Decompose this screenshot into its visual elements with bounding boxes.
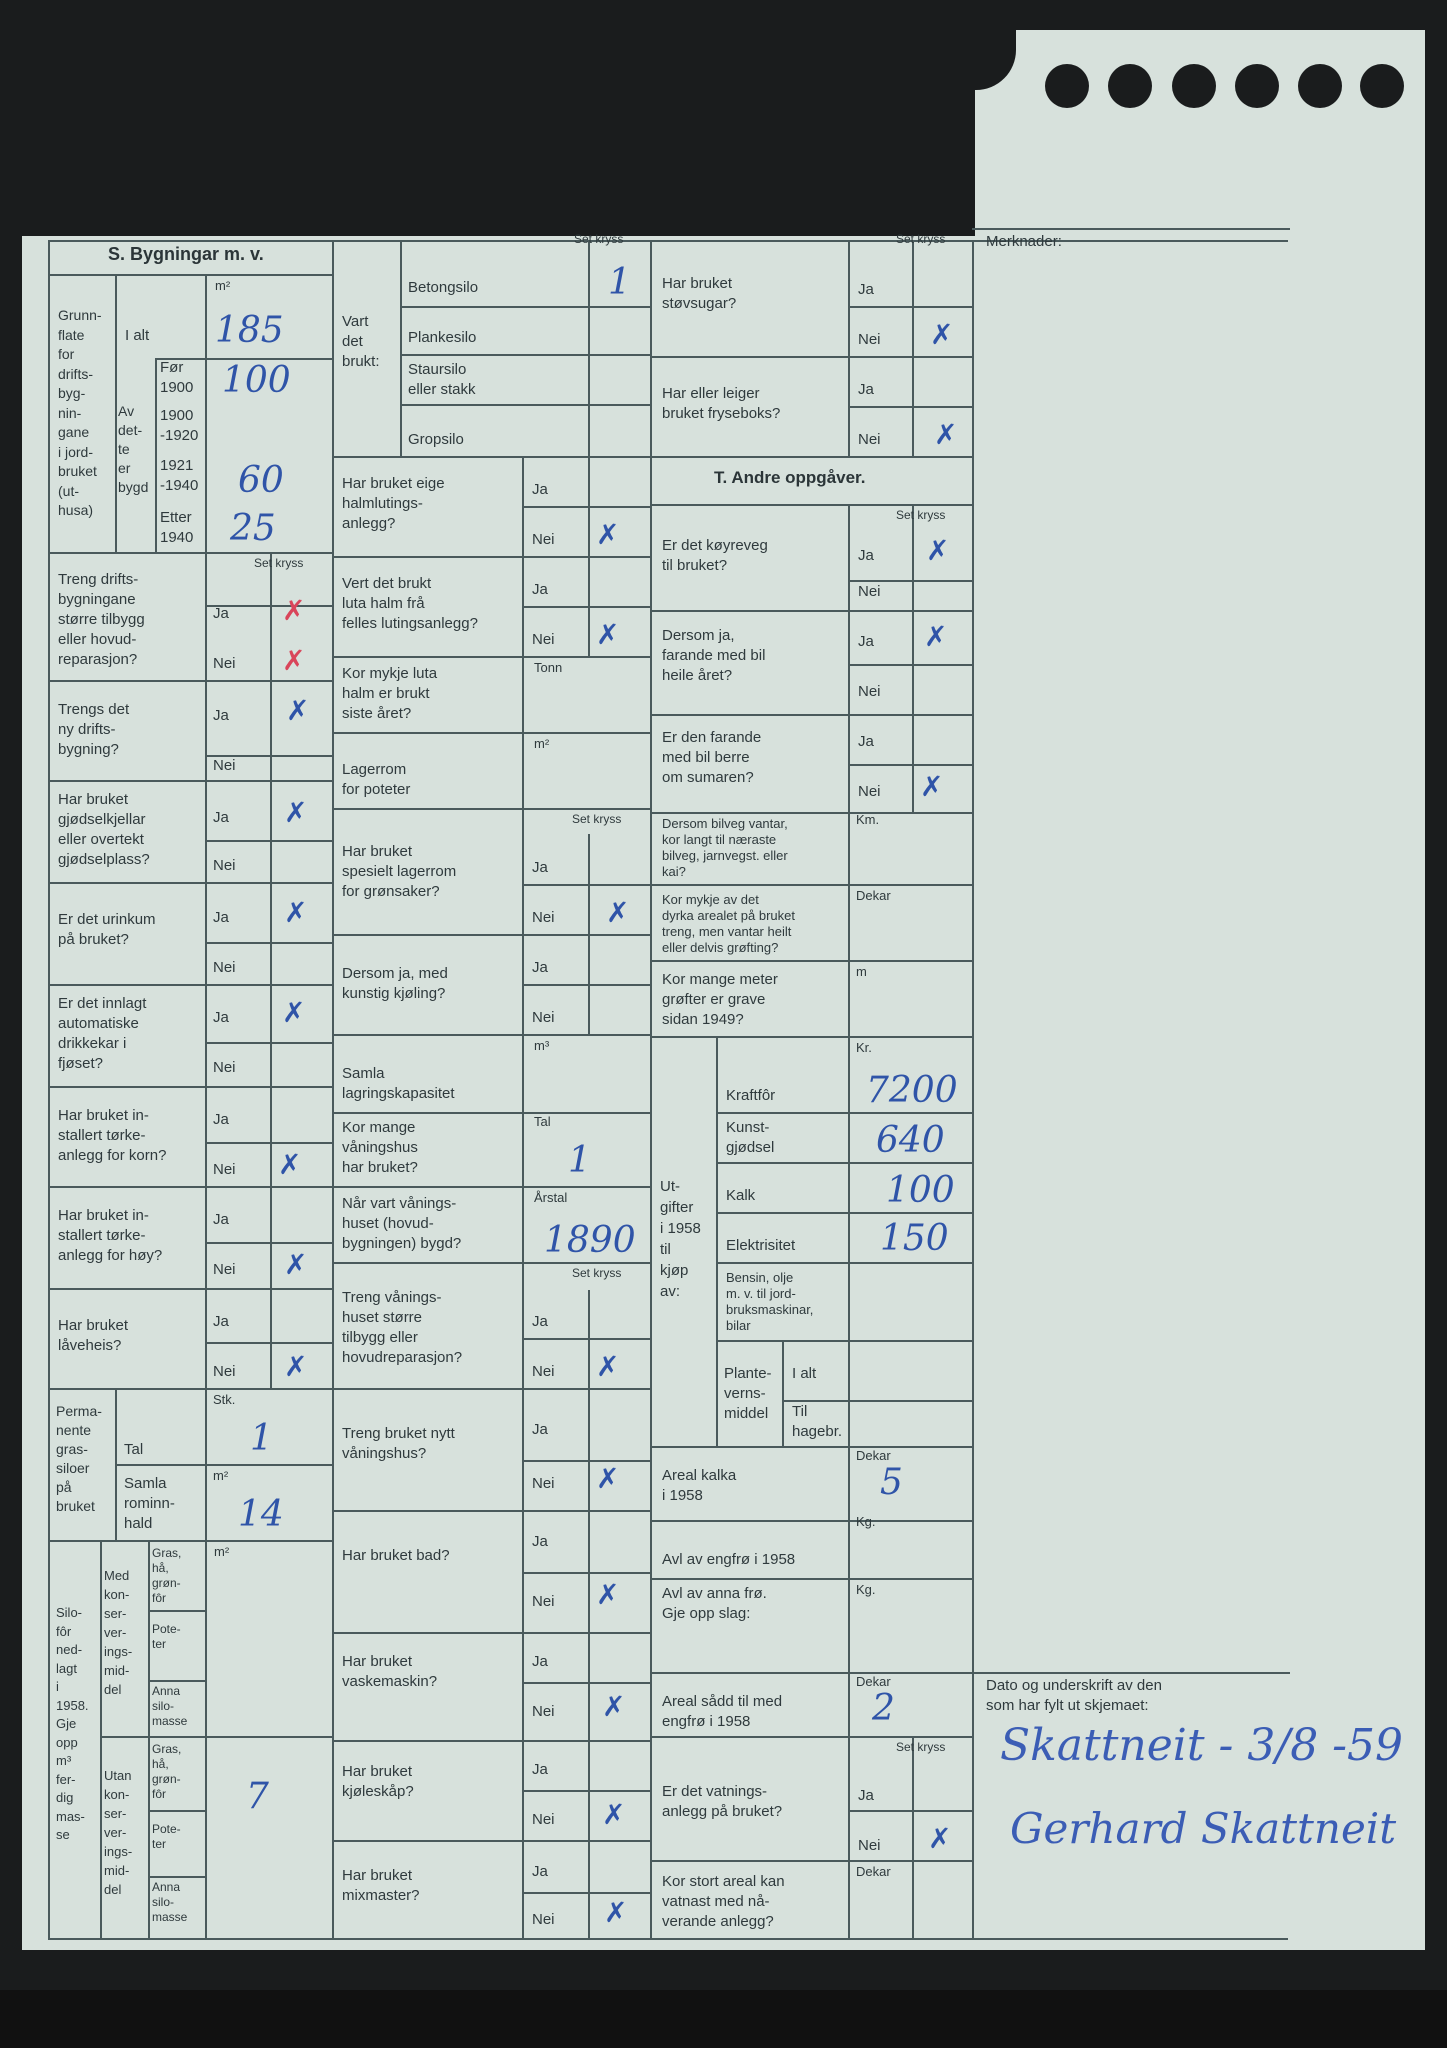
punch-hole <box>1172 64 1216 108</box>
period-for-1900: Før 1900 <box>160 359 194 396</box>
ja-label: Ja <box>213 809 229 826</box>
ja-label: Ja <box>858 633 874 650</box>
nei-label: Nei <box>213 1261 236 1278</box>
punch-hole <box>1360 64 1404 108</box>
unit-m2: m² <box>534 736 550 751</box>
ja-label: Ja <box>858 381 874 398</box>
section-t-heading: T. Andre oppgåver. <box>714 468 866 487</box>
punch-hole <box>1045 64 1089 108</box>
merknader-label: Merknader: <box>986 233 1062 250</box>
tal-label: Tal <box>124 1441 144 1458</box>
value-for-1900: 100 <box>222 360 291 401</box>
cross-mark: ✗ <box>282 644 306 677</box>
q-vatnast: Kor stort areal kan vatnast med nå- verande anlegg? <box>662 1873 785 1930</box>
unit-m3: m³ <box>534 1038 550 1053</box>
ja-label: Ja <box>532 1421 548 1438</box>
set-kryss-label: Set kryss <box>896 1740 946 1754</box>
period-etter-1940: Etter 1940 <box>160 509 194 546</box>
cross-mark: ✗ <box>282 594 306 627</box>
q-bilveg: Dersom bilveg vantar, kor langt til næraste bilveg, jarnvegst. eller kai? <box>662 816 788 879</box>
cross-mark: ✗ <box>278 1148 302 1181</box>
utan-gras-value: 7 <box>246 1776 269 1817</box>
q-kjoling: Dersom ja, med kunstig kjøling? <box>342 965 448 1002</box>
q-stovsugar: Har bruket støvsugar? <box>662 275 737 312</box>
cross-mark: ✗ <box>282 996 306 1029</box>
unit-m3: m² <box>214 1544 230 1559</box>
q-areal-kalka: Areal kalka i 1958 <box>662 1467 737 1504</box>
ja-label: Ja <box>213 707 229 724</box>
lagerrom-poteter: Lagerrom for poteter <box>342 761 411 798</box>
q-vaningshus-tilbygg: Treng vånings- huset større tilbygg eller hovudreparasjon? <box>342 1289 463 1366</box>
ja-label: Ja <box>213 1111 229 1128</box>
km-label: Km. <box>856 812 880 827</box>
period-1900-1920: 1900 -1920 <box>160 407 199 444</box>
kraftfor-value: 7200 <box>866 1070 958 1111</box>
ja-label: Ja <box>213 1313 229 1330</box>
kalk-value: 100 <box>886 1170 955 1211</box>
sadd-value: 2 <box>872 1688 895 1729</box>
ja-label: Ja <box>213 605 229 622</box>
dekar-label: Dekar <box>856 1674 891 1689</box>
cross-mark: ✗ <box>926 534 950 567</box>
q-koyreveg: Er det køyreveg til bruket? <box>662 537 768 574</box>
scan-border <box>0 1990 1447 2048</box>
q-urinkum: Er det urinkum på bruket? <box>58 911 156 948</box>
ja-label: Ja <box>532 1863 548 1880</box>
q-sumaren: Er den farande med bil berre om sumaren? <box>662 729 762 786</box>
silofor-label: Silo- fôr ned- lagt i 1958. Gje opp m³ fer- dig mas- se <box>56 1605 89 1842</box>
q-drikkekar: Er det innlagt automatiske drikkekar i fjøset? <box>58 995 147 1072</box>
nei-label: Nei <box>858 1837 881 1854</box>
set-kryss-label: Set kryss <box>572 1266 622 1280</box>
kg-label: Kg. <box>856 1514 876 1529</box>
q-areal-sadd: Areal sådd til med engfrø i 1958 <box>662 1693 783 1730</box>
unit-m3: m² <box>213 1468 229 1483</box>
q-torkeanlegg-korn: Har bruket in- stallert tørke- anlegg for korn? <box>58 1107 167 1164</box>
q-fryseboks: Har eller leiger bruket fryseboks? <box>662 385 781 422</box>
q-felles-lutingsanlegg: Vert det brukt luta halm frå felles lutingsanlegg? <box>342 575 478 632</box>
ja-label: Ja <box>213 1211 229 1228</box>
set-kryss-label: Set kryss <box>572 812 622 826</box>
q-nytt-vaningshus: Treng bruket nytt våningshus? <box>342 1425 455 1462</box>
nei-label: Nei <box>858 431 881 448</box>
silo-type-anna: Anna silo- masse <box>152 1880 188 1924</box>
q-gronsaker: Har bruket spesielt lagerrom for grønsaker? <box>342 843 457 900</box>
cross-mark: ✗ <box>284 796 308 829</box>
nei-label: Nei <box>858 583 881 600</box>
av-dette-label: Av det- te er bygd <box>118 403 149 495</box>
cross-mark: ✗ <box>596 518 620 551</box>
nei-label: Nei <box>858 783 881 800</box>
expense-kraftfor: Kraftfôr <box>726 1087 776 1104</box>
ja-label: Ja <box>213 909 229 926</box>
nei-label: Nei <box>213 959 236 976</box>
silo-samla-value: 14 <box>238 1494 284 1535</box>
cross-mark: ✗ <box>596 1578 620 1611</box>
cross-mark: ✗ <box>930 318 954 351</box>
silo-type-poteter: Pote- ter <box>152 1822 181 1851</box>
nei-label: Nei <box>213 1161 236 1178</box>
punch-hole <box>1235 64 1279 108</box>
til-hagebr-label: Til hagebr. <box>792 1403 843 1440</box>
q-vaningshus: Kor mange våningshus har bruket? <box>342 1119 418 1176</box>
signature-date: Skattneit - 3/8 -59 <box>1000 1720 1404 1771</box>
ja-label: Ja <box>532 581 548 598</box>
set-kryss-label: Set kryss <box>254 556 304 570</box>
samla-lagringskapasitet: Samla lagringskapasitet <box>342 1065 455 1102</box>
betongsilo-value: 1 <box>608 262 631 303</box>
cross-mark: ✗ <box>934 418 958 451</box>
cross-mark: ✗ <box>602 1690 626 1723</box>
kalka-value: 5 <box>880 1462 903 1503</box>
q-anna-fro: Avl av anna frø. Gje opp slag: <box>662 1585 767 1622</box>
silo-label: Perma- nente gras- siloer på bruket <box>56 1403 102 1514</box>
ja-label: Ja <box>213 1009 229 1026</box>
q-laveheis: Har bruket låveheis? <box>58 1317 129 1354</box>
nei-label: Nei <box>532 1363 555 1380</box>
set-kryss-label: Set kryss <box>896 232 946 246</box>
dekar-label: Dekar <box>856 1864 891 1879</box>
vaningshus-value: 1 <box>568 1140 591 1181</box>
ja-label: Ja <box>532 1653 548 1670</box>
elektrisitet-value: 150 <box>880 1218 949 1259</box>
kg-label: Kg. <box>856 1582 876 1597</box>
kr-label: Kr. <box>856 1040 872 1055</box>
stk-label: Stk. <box>213 1392 236 1407</box>
cross-mark: ✗ <box>284 1350 308 1383</box>
q-vaskemaskin: Har bruket vaskemaskin? <box>342 1653 438 1690</box>
tal-label: Tal <box>534 1114 551 1129</box>
q-halmlutingsanlegg: Har bruket eige halmlutings- anlegg? <box>342 475 445 532</box>
arstal-label: Årstal <box>534 1190 568 1205</box>
ja-label: Ja <box>532 1533 548 1550</box>
q-vatningsanlegg: Er det vatnings- anlegg på bruket? <box>662 1783 783 1820</box>
cross-mark: ✗ <box>928 1822 952 1855</box>
nei-label: Nei <box>532 1703 555 1720</box>
q-mixmaster: Har bruket mixmaster? <box>342 1867 420 1904</box>
nei-label: Nei <box>532 531 555 548</box>
dekar-label: Dekar <box>856 888 891 903</box>
expense-elektrisitet: Elektrisitet <box>726 1237 796 1254</box>
silo-betong: Betongsilo <box>408 279 479 296</box>
i-alt-label: I alt <box>125 327 150 344</box>
utan-label: Utan kon- ser- ver- ings- mid- del <box>104 1768 133 1897</box>
punch-hole <box>1108 64 1152 108</box>
nei-label: Nei <box>532 909 555 926</box>
q-treng-drifts: Treng drifts- bygningane større tilbygg eller hovud- reparasjon? <box>58 571 145 668</box>
grunnflate-label: Grunn- flate for drifts- byg- nin- gane i jord- bruket (ut- husa) <box>58 307 102 518</box>
silo-type-anna: Anna silo- masse <box>152 1684 188 1728</box>
value-i-alt: 185 <box>215 310 284 351</box>
ja-label: Ja <box>532 1313 548 1330</box>
plantevern-label: Plante- verns- middel <box>724 1365 772 1422</box>
signature-name: Gerhard Skattneit <box>1010 1804 1397 1853</box>
nei-label: Nei <box>213 757 236 774</box>
dekar-label: Dekar <box>856 1448 891 1463</box>
cross-mark: ✗ <box>596 1350 620 1383</box>
cross-mark: ✗ <box>920 770 944 803</box>
silo-planke: Plankesilo <box>408 329 477 346</box>
samla-label: Samla rominn- hald <box>124 1475 175 1532</box>
q-grofter: Kor mange meter grøfter er grave sidan 1949? <box>662 971 778 1028</box>
period-1921-1940: 1921 -1940 <box>160 457 199 494</box>
q-ny-driftsbygning: Trengs det ny drifts- bygning? <box>58 701 130 758</box>
vart-det-brukt-label: Vart det brukt: <box>342 313 380 370</box>
q-heile-aret: Dersom ja, farande med bil heile året? <box>662 627 766 684</box>
q-bad: Har bruket bad? <box>342 1547 450 1564</box>
silo-type-gras: Gras, hå, grøn- fôr <box>152 1742 182 1801</box>
cross-mark: ✗ <box>286 694 310 727</box>
ja-label: Ja <box>532 481 548 498</box>
expense-kunstgjodsel: Kunst- gjødsel <box>726 1119 775 1156</box>
nei-label: Nei <box>213 1363 236 1380</box>
nei-label: Nei <box>213 857 236 874</box>
tonn-label: Tonn <box>534 660 563 675</box>
ja-label: Ja <box>532 1761 548 1778</box>
m-label: m <box>856 964 867 979</box>
silo-tal-value: 1 <box>250 1418 273 1459</box>
cross-mark: ✗ <box>604 1896 628 1929</box>
punch-hole <box>1298 64 1342 108</box>
expense-bensin: Bensin, olje m. v. til jord- bruksmaskinar, bilar <box>726 1270 814 1333</box>
nei-label: Nei <box>213 655 236 672</box>
ja-label: Ja <box>532 859 548 876</box>
ja-label: Ja <box>858 547 874 564</box>
silo-grop: Gropsilo <box>408 431 464 448</box>
nei-label: Nei <box>532 1811 555 1828</box>
ja-label: Ja <box>858 1787 874 1804</box>
ja-label: Ja <box>532 959 548 976</box>
cross-mark: ✗ <box>596 618 620 651</box>
nei-label: Nei <box>532 1911 555 1928</box>
nei-label: Nei <box>532 1593 555 1610</box>
cross-mark: ✗ <box>606 896 630 929</box>
q-gjodselkjellar: Har bruket gjødselkjellar eller overtekt gjødselplass? <box>58 791 150 868</box>
nei-label: Nei <box>532 631 555 648</box>
kunstgjodsel-value: 640 <box>876 1120 945 1161</box>
expense-kalk: Kalk <box>726 1187 756 1204</box>
q-bygd: Når vart vånings- huset (hovud- bygningen) bygd? <box>342 1195 462 1252</box>
utgifter-label: Ut- gifter i 1958 til kjøp av: <box>660 1178 701 1300</box>
set-kryss-label: Set kryss <box>896 508 946 522</box>
q-kjoleskap: Har bruket kjøleskåp? <box>342 1763 414 1800</box>
nei-label: Nei <box>532 1009 555 1026</box>
set-kryss-label: Set kryss <box>574 232 624 246</box>
cross-mark: ✗ <box>596 1462 620 1495</box>
cross-mark: ✗ <box>284 896 308 929</box>
ja-label: Ja <box>858 281 874 298</box>
q-luta-halm: Kor mykje luta halm er brukt siste året? <box>342 665 438 722</box>
bygd-value: 1890 <box>544 1220 636 1261</box>
i-alt-label: I alt <box>792 1365 817 1382</box>
q-grofting: Kor mykje av det dyrka arealet på bruket treng, men vantar heilt eller delvis grøfting? <box>662 892 795 955</box>
section-s-heading: S. Bygningar m. v. <box>108 244 264 264</box>
silo-type-gras: Gras, hå, grøn- fôr <box>152 1546 182 1605</box>
value-1921-1940: 60 <box>238 460 284 501</box>
value-etter-1940: 25 <box>230 508 276 549</box>
unit-m2: m² <box>215 278 231 293</box>
dato-underskrift-label: Dato og underskrift av den som har fylt ut skjemaet: <box>986 1677 1162 1714</box>
cross-mark: ✗ <box>284 1248 308 1281</box>
silo-type-poteter: Pote- ter <box>152 1622 181 1651</box>
silo-staur: Staursilo eller stakk <box>408 361 476 398</box>
med-label: Med kon- ser- ver- ings- mid- del <box>104 1568 133 1697</box>
nei-label: Nei <box>858 683 881 700</box>
cross-mark: ✗ <box>924 620 948 653</box>
nei-label: Nei <box>213 1059 236 1076</box>
ja-label: Ja <box>858 733 874 750</box>
cross-mark: ✗ <box>602 1798 626 1831</box>
q-torkeanlegg-hoy: Har bruket in- stallert tørke- anlegg for høy? <box>58 1207 163 1264</box>
nei-label: Nei <box>858 331 881 348</box>
q-engfro: Avl av engfrø i 1958 <box>662 1551 796 1568</box>
nei-label: Nei <box>532 1475 555 1492</box>
